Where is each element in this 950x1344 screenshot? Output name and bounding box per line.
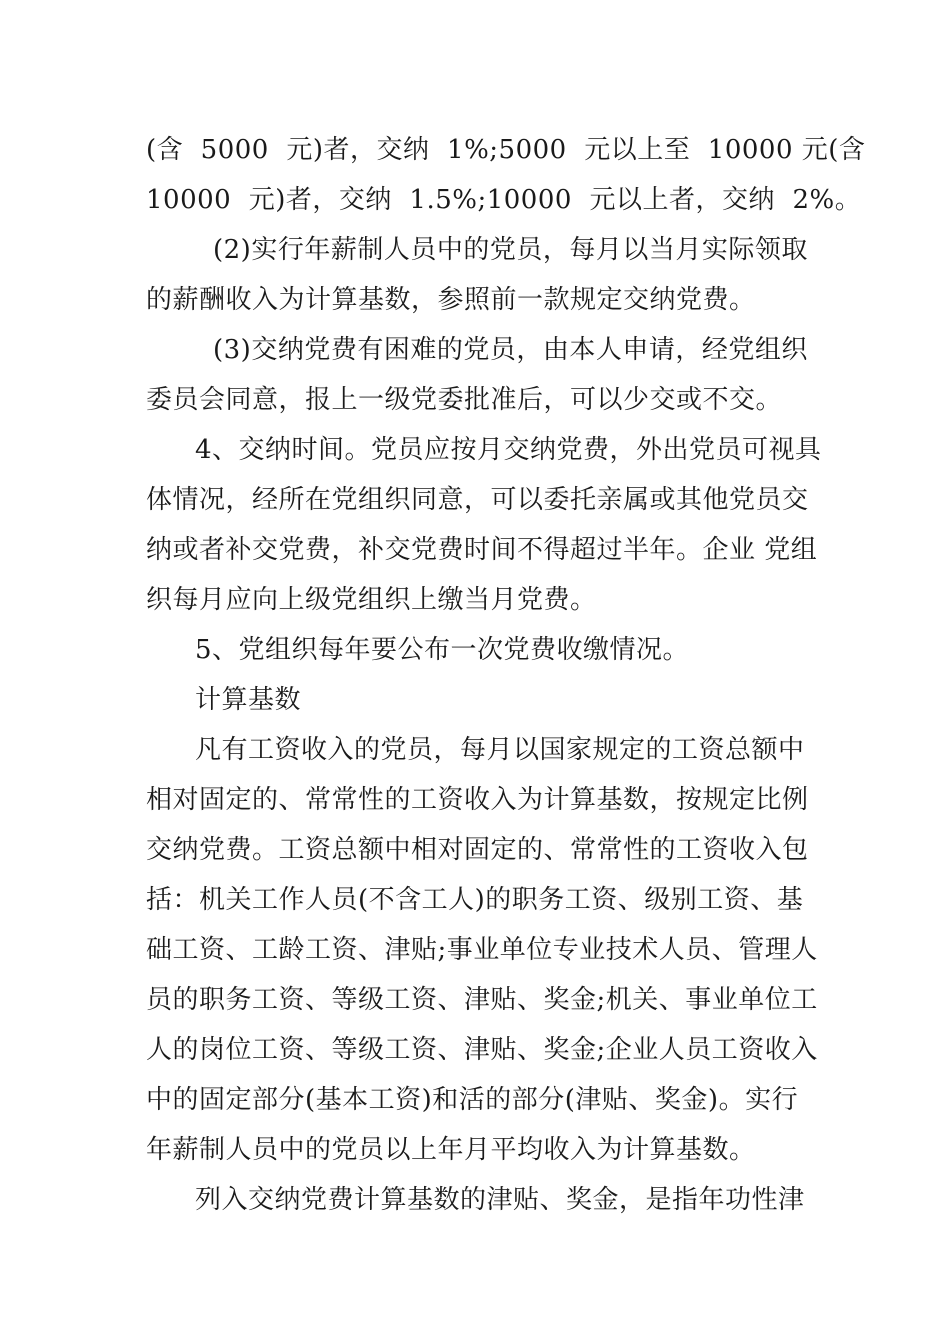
text-line: 中的固定部分(基本工资)和活的部分(津贴、奖金)。实行 xyxy=(146,1085,799,1115)
text-line: 凡有工资收入的党员，每月以国家规定的工资总额中 xyxy=(195,735,805,765)
text-line: 括：机关工作人员(不含工人)的职务工资、级别工资、基 xyxy=(146,885,804,915)
text-line: 相对固定的、常常性的工资收入为计算基数，按规定比例 xyxy=(146,785,809,815)
text-line: 人的岗位工资、等级工资、津贴、奖金;企业人员工资收入 xyxy=(146,1035,818,1065)
text-line: (2)实行年薪制人员中的党员，每月以当月实际领取 xyxy=(213,235,808,265)
text-line: 础工资、工龄工资、津贴;事业单位专业技术人员、管理人 xyxy=(146,935,818,965)
text-line: 交纳党费。工资总额中相对固定的、常常性的工资收入包 xyxy=(146,835,809,865)
text-line: 体情况，经所在党组织同意，可以委托亲属或其他党员交 xyxy=(146,485,809,515)
text-line: 列入交纳党费计算基数的津贴、奖金，是指年功性津 xyxy=(195,1185,805,1215)
text-line: 年薪制人员中的党员以上年月平均收入为计算基数。 xyxy=(146,1135,756,1165)
text-line: 委员会同意，报上一级党委批准后，可以少交或不交。 xyxy=(146,385,783,415)
text-line: 5、党组织每年要公布一次党费收缴情况。 xyxy=(195,635,690,665)
text-line: 4、交纳时间。党员应按月交纳党费，外出党员可视具 xyxy=(195,435,822,465)
text-line: (含 5000 元)者，交纳 1%;5000 元以上至 10000 元(含 xyxy=(146,135,866,165)
text-line: 织每月应向上级党组织上缴当月党费。 xyxy=(146,585,597,615)
text-line: 纳或者补交党费，补交党费时间不得超过半年。企业 党组 xyxy=(146,535,818,565)
text-line: (3)交纳党费有困难的党员，由本人申请，经党组织 xyxy=(213,335,808,365)
section-heading: 计算基数 xyxy=(195,685,302,715)
text-line: 10000 元)者，交纳 1.5%;10000 元以上者，交纳 2%。 xyxy=(146,185,862,215)
text-line: 的薪酬收入为计算基数，参照前一款规定交纳党费。 xyxy=(146,285,756,315)
text-line: 员的职务工资、等级工资、津贴、奖金;机关、事业单位工 xyxy=(146,985,818,1015)
